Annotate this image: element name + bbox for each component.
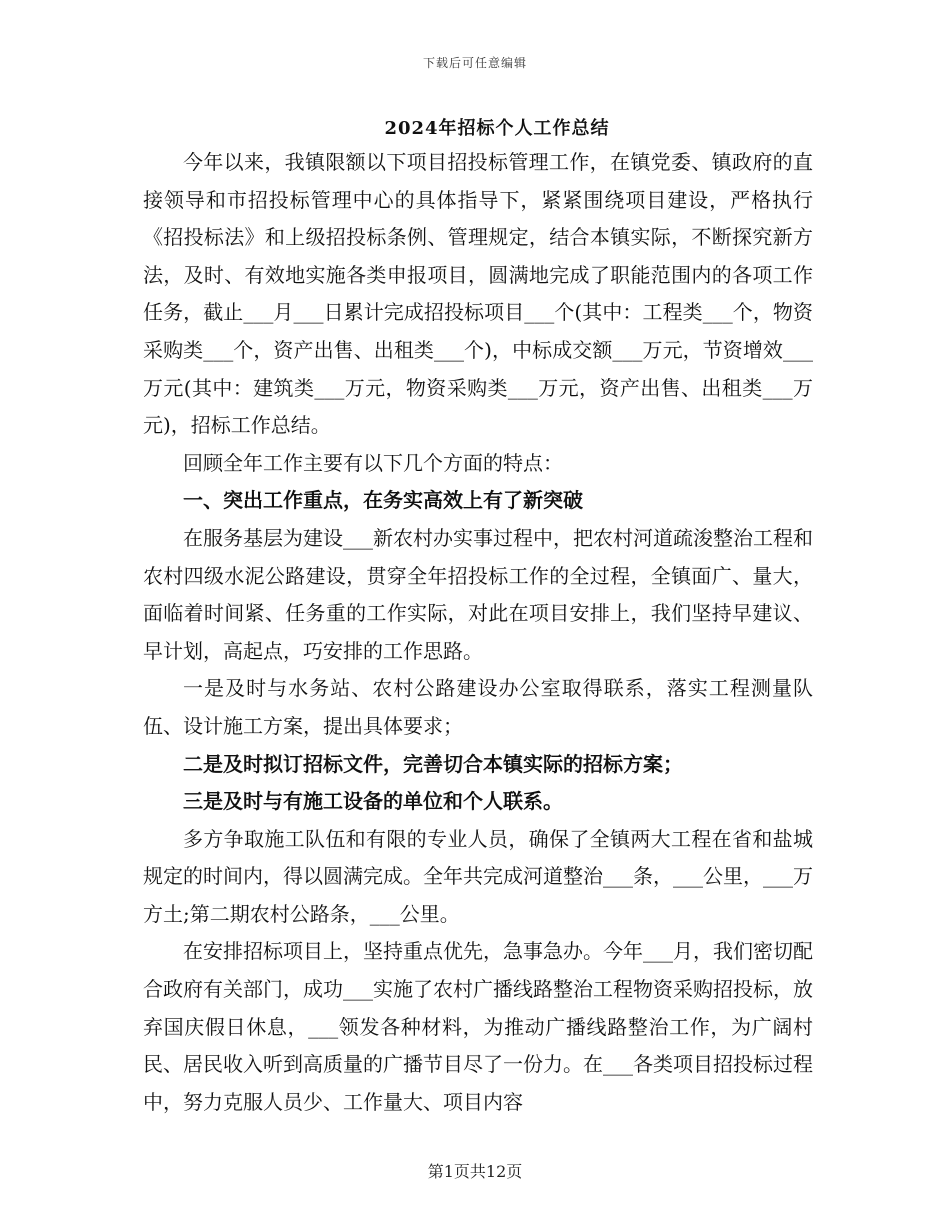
document-title: 2024年招标个人工作总结 (384, 118, 610, 139)
page-footer: 第1页共12页 (427, 1162, 523, 1181)
paragraph-point-3: 三是及时与有施工设备的单位和个人联系。 (183, 789, 563, 814)
paragraph-results: 多方争取施工队伍和有限的专业人员，确保了全镇两大工程在省和盐城规定的时间内，得以圆满完成。全年共完成河道整治___条，___公里，___万方土;第二期农村公路条，___公里。 (143, 826, 813, 926)
paragraph-point-2: 二是及时拟订招标文件，完善切合本镇实际的招标方案； (183, 751, 683, 776)
paragraph-priority: 在安排招标项目上，坚持重点优先，急事急办。今年___月，我们密切配合政府有关部门，成功___实施了农村广播线路整治工程物资采购招投标，放弃国庆假日休息，___领发各种材料，为推动广播线路整治工作，为广阔村民、居民收入听到高质量的广播节目尽了一份力。在___各类项目招投标过程中，努力克服人员少、工作量大、项目内容 (143, 939, 813, 1114)
paragraph-point-1: 一是及时与水务站、农村公路建设办公室取得联系，落实工程测量队伍、设计施工方案，提出具体要求； (143, 676, 813, 738)
document-body (143, 144, 813, 1121)
section-heading-1: 一、突出工作重点，在务实高效上有了新突破 (183, 488, 583, 513)
paragraph-service: 在服务基层为建设___新农村办实事过程中，把农村河道疏浚整治工程和农村四级水泥公路建设，贯穿全年招投标工作的全过程，全镇面广、量大，面临着时间紧、任务重的工作实际，对此在项目安排上，我们坚持早建议、早计划，高起点，巧安排的工作思路。 (143, 525, 813, 663)
paragraph-intro: 今年以来，我镇限额以下项目招投标管理工作，在镇党委、镇政府的直接领导和市招投标管理中心的具体指导下，紧紧围绕项目建设，严格执行《招投标法》和上级招投标条例、管理规定，结合本镇实际，不断探究新方法，及时、有效地实施各类申报项目，圆满地完成了职能范围内的各项工作任务，截止___月___日累计完成招投标项目___个(其中：工程类___个，物资采购类___个，资产出售、出租类___个)，中标成交额___万元，节资增效___万元(其中：建筑类___万元，物资采购类___万元，资产出售、出租类___万元)，招标工作总结。 (143, 150, 813, 438)
paragraph-review: 回顾全年工作主要有以下几个方面的特点： (183, 450, 563, 475)
header-note: 下载后可任意编辑 (422, 56, 527, 70)
